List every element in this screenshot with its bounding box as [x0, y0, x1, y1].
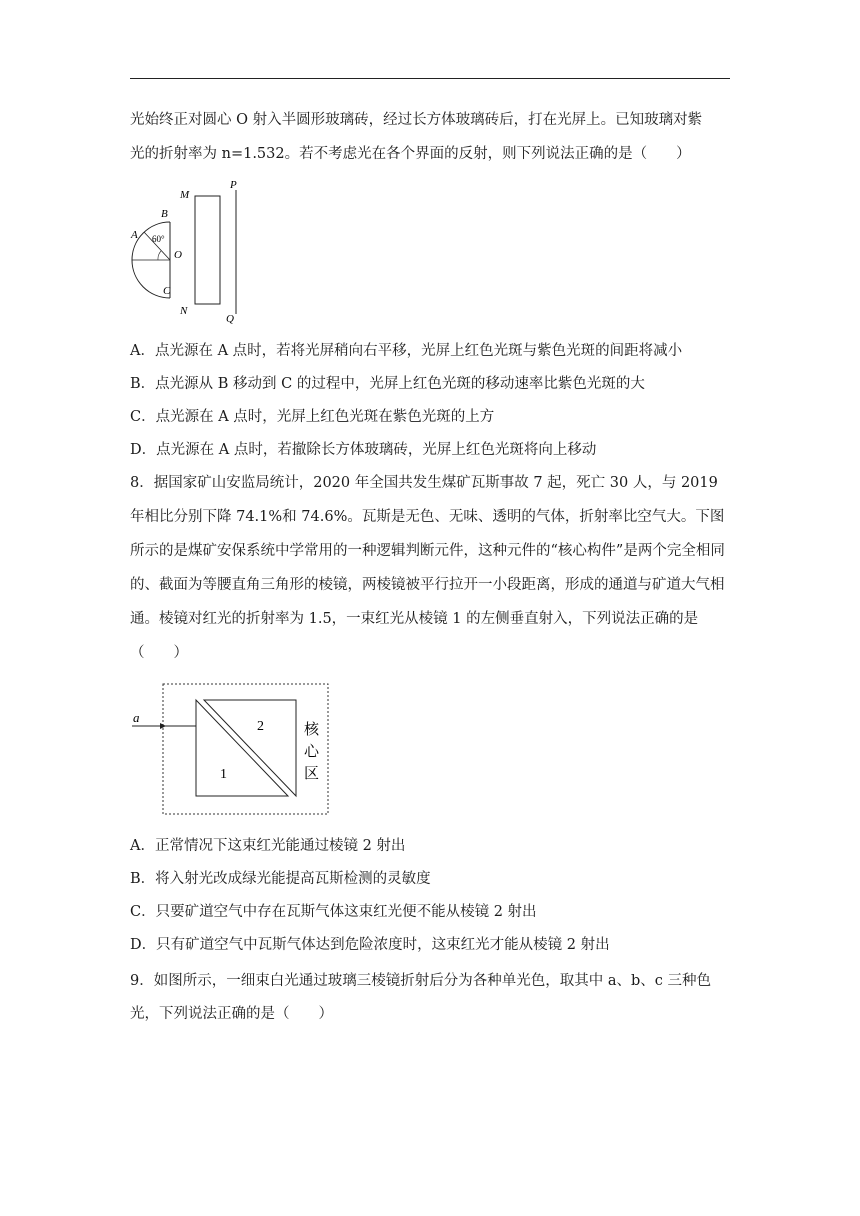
beam-label: a — [133, 710, 140, 725]
label-M: M — [180, 189, 190, 201]
q8-option-b: B．将入射光改成绿光能提高瓦斯检测的灵敏度 — [130, 871, 431, 887]
label-O: O — [174, 249, 182, 261]
q8-option-c: C．只要矿道空气中存在瓦斯气体这束红光便不能从棱镜 2 射出 — [130, 904, 537, 920]
q8-stem: 8．据国家矿山安监局统计，2020 年全国共发生煤矿瓦斯事故 7 起，死亡 30 人，与 2019 年相比分别下降 74.1%和 74.6%。瓦斯是无色、无味、透明的气体，折射率比空气大。下图所示的是煤矿安保系统中学常用的一种逻辑判断元件，这种元件的“核心构件”是两个完全相同的、截面为等腰直角三角形的棱镜，两棱镜被平行拉开一小段距离，形成的通道与矿道大气相通。棱镜对红光的折射率为 1.5，一束红光从棱镜 1 的左侧垂直射入，下列说法正确的是（ ） — [130, 475, 725, 661]
prism-1 — [196, 700, 288, 796]
q7-option-c: C．点光源在 A 点时，光屏上红色光斑在紫色光斑的上方 — [130, 409, 495, 425]
prism-2-label: 2 — [257, 719, 264, 734]
q7-option-d: D．点光源在 A 点时，若撤除长方体玻璃砖，光屏上红色光斑将向上移动 — [130, 442, 597, 458]
q7-stem-line-1: 光始终正对圆心 O 射入半圆形玻璃砖，经过长方体玻璃砖后，打在光屏上。已知玻璃对紫 — [130, 112, 703, 128]
q8-option-a: A．正常情况下这束红光能通过棱镜 2 射出 — [130, 838, 406, 854]
q7-option-b: B．点光源从 B 移动到 C 的过程中，光屏上红色光斑的移动速率比紫色光斑的大 — [130, 376, 645, 392]
core-label-2: 心 — [304, 744, 320, 760]
prism-1-label: 1 — [220, 767, 227, 782]
label-A: A — [131, 229, 138, 241]
header-rule — [130, 78, 730, 79]
q8-figure — [130, 682, 340, 818]
prism-2 — [204, 700, 296, 796]
core-label-1: 核 — [304, 722, 320, 738]
label-angle: 60° — [152, 234, 165, 244]
q9-stem-line-1: 9．如图所示，一细束白光通过玻璃三棱镜折射后分为各种单光色，取其中 a、b、c 三种色 — [130, 973, 711, 989]
label-N: N — [180, 305, 188, 317]
label-C: C — [163, 285, 171, 297]
label-Q: Q — [226, 313, 234, 325]
label-P: P — [230, 179, 237, 191]
label-B: B — [161, 208, 168, 220]
core-label-3: 区 — [304, 766, 320, 782]
q7-stem-line-2: 光的折射率为 n=1.532。若不考虑光在各个界面的反射，则下列说法正确的是（ ） — [130, 146, 691, 162]
q9-stem-line-2: 光，下列说法正确的是（ ） — [130, 1006, 333, 1022]
rectangular-glass-block — [195, 196, 220, 304]
q8-option-d: D．只有矿道空气中瓦斯气体达到危险浓度时，这束红光才能从棱镜 2 射出 — [130, 937, 610, 953]
q7-option-a: A．点光源在 A 点时，若将光屏稍向右平移，光屏上红色光斑与紫色光斑的间距将减小 — [130, 343, 683, 359]
q7-figure — [130, 172, 250, 328]
